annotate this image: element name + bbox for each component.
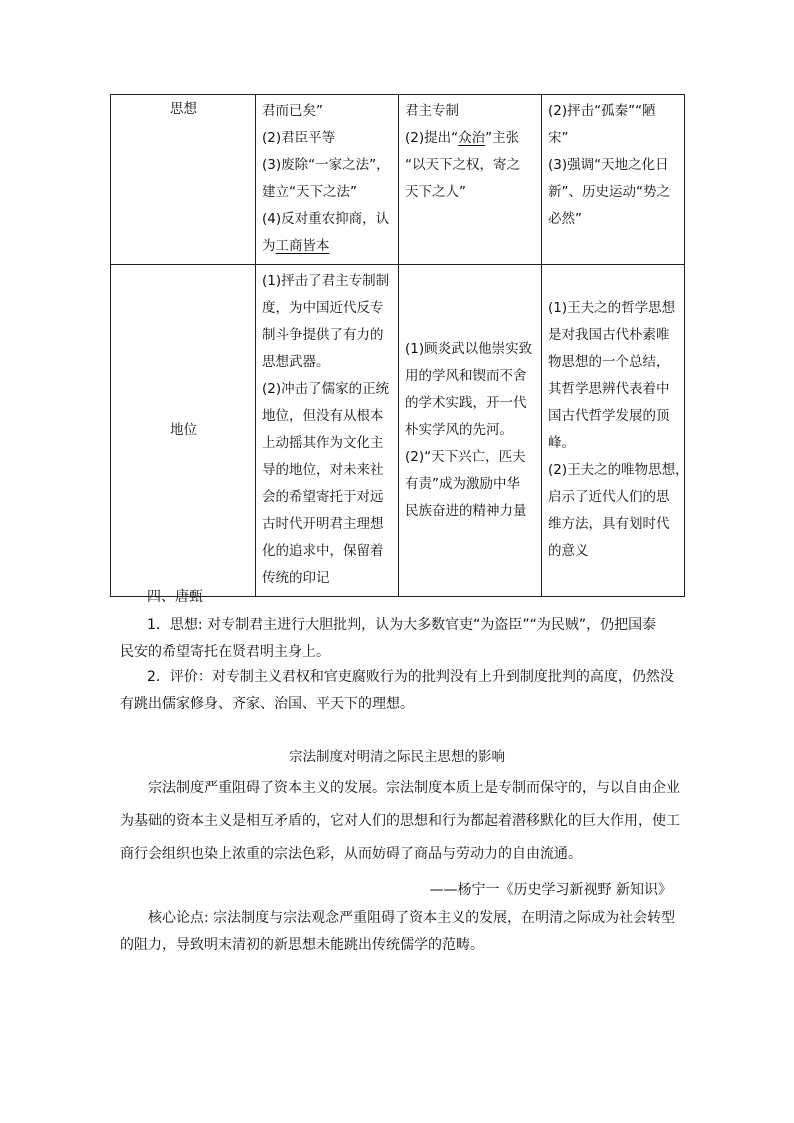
row-header-thought: 思想	[111, 95, 256, 265]
cell-line: (1)抨击了君主专制制	[262, 273, 390, 289]
cell-status-gu	[399, 265, 542, 597]
cell-line: 其哲学思辨代表着中	[548, 381, 670, 397]
cell-line: 传统的印记	[262, 570, 330, 586]
cell-thought-gu	[399, 95, 542, 265]
cell-line: 物思想的一个总结，	[548, 354, 670, 370]
cell-line: 思想武器。	[262, 354, 330, 370]
cell-line: 制斗争提供了有力的	[262, 327, 384, 343]
cell-line: 新”、历史运动“势之	[548, 184, 670, 200]
core-argument	[120, 905, 686, 959]
cell-line: 君而已矣”	[262, 103, 323, 119]
article-source: ——杨宁一《历史学习新视野 新知识》	[429, 882, 672, 898]
cell-line: 峰。	[548, 435, 575, 451]
cell-line: 维方法，具有划时代	[548, 516, 670, 532]
table-row-status	[111, 265, 685, 597]
paragraph-line: 的阻力，导致明末清初的新思想未能跳出传统儒学的范畴。	[120, 937, 484, 953]
cell-line: 古时代开明君主理想	[262, 516, 384, 532]
cell-line: 朴实学风的先河。	[405, 421, 513, 438]
cell-thought-wang	[542, 95, 685, 265]
cell-line: 地位，但没有从根本	[262, 408, 384, 424]
paragraph-line: 1．思想: 对专制君主进行大胆批判，认为大多数官吏“为盗臣”“为民贼”，仍把国泰	[147, 617, 657, 633]
paragraph-line: 商行会组织也染上浓重的宗法色彩，从而妨碍了商品与劳动力的自由流通。	[120, 846, 582, 862]
table-row-thought	[111, 95, 685, 265]
cell-line: 君主专制	[405, 103, 459, 119]
paragraph-line: 为基础的资本主义是相互矛盾的，它对人们的思想和行为都起着潜移默化的巨大作用，使工	[120, 813, 680, 829]
cell-line: (4)反对重农抑商，认	[262, 211, 390, 227]
cell-line: 度，为中国近代反专	[262, 300, 384, 316]
text-fragment: (2)提出“	[405, 130, 459, 146]
comparison-table-wrapper	[110, 94, 689, 597]
cell-line: “以天下之权，寄之	[405, 157, 520, 173]
cell-line: (2)“天下兴亡，匹夫	[405, 448, 526, 465]
cell-line: 启示了近代人们的思	[548, 489, 670, 505]
cell-line: 是对我国古代朴素唯	[548, 327, 670, 343]
cell-line: (2)王夫之的唯物思想，	[548, 462, 689, 478]
row-header-status: 地位	[111, 265, 256, 597]
cell-line: 天下之人”	[405, 184, 466, 200]
cell-line	[405, 125, 536, 152]
cell-status-huang	[256, 265, 399, 597]
cell-line: 导的地位，对未来社	[262, 462, 384, 478]
cell-line: (3)强调“天地之化日	[548, 157, 669, 173]
cell-line: 化的追求中，保留着	[262, 543, 384, 559]
thinkers-comparison-table	[110, 94, 689, 597]
article-title: 宗法制度对明清之际民主思想的影响	[289, 749, 505, 765]
cell-line	[262, 233, 393, 260]
cell-status-wang	[542, 265, 689, 597]
cell-line: (1)王夫之的哲学思想	[548, 300, 676, 316]
paragraph-line: 宗法制度严重阻碍了资本主义的发展。宗法制度本质上是专制而保守的，与以自由企业	[148, 780, 680, 796]
cell-line: 用的学风和锲而不舍	[405, 367, 527, 384]
text-fragment: ”主张	[485, 130, 520, 146]
cell-line: (3)废除“一家之法”，	[262, 157, 390, 173]
paragraph-line: 有跳出儒家修身、齐家、治国、平天下的理想。	[120, 696, 414, 712]
cell-line: 宋”	[548, 130, 569, 146]
section-heading-tang-zhen: 四、唐甄	[147, 589, 203, 605]
cell-line: (2)抨击“孤秦”“陋	[548, 103, 656, 119]
cell-line: (2)君臣平等	[262, 130, 336, 146]
cell-line: 必然”	[548, 211, 582, 227]
cell-line: 的意义	[548, 543, 589, 559]
text-fragment: 为	[262, 238, 276, 254]
cell-line: 国古代哲学发展的顶	[548, 408, 670, 424]
section-item-evaluation	[120, 664, 685, 718]
cell-line: 的学术实践，开一代	[405, 394, 527, 411]
section-item-thought	[120, 612, 685, 666]
cell-line: 会的希望寄托于对远	[262, 489, 384, 505]
cell-line: 上动摇其作为文化主	[262, 435, 384, 451]
paragraph-line: 核心论点: 宗法制度与宗法观念严重阻碍了资本主义的发展，在明清之际成为社会转型	[148, 910, 676, 926]
cell-line: 民族奋进的精神力量	[405, 502, 527, 519]
underlined-term: 众治	[458, 130, 486, 146]
cell-line: (2)冲击了儒家的正统	[262, 381, 390, 397]
cell-line: 有责”成为激励中华	[405, 475, 520, 492]
article-body	[120, 772, 686, 871]
underlined-term: 工商皆本	[275, 238, 330, 254]
cell-line: (1)顾炎武以他崇实致	[405, 340, 533, 357]
cell-thought-huang	[256, 95, 399, 265]
paragraph-line: 2．评价：对专制主义君权和官吏腐败行为的批判没有上升到制度批判的高度，仍然没	[147, 669, 674, 685]
cell-line: 建立“天下之法”	[262, 184, 357, 200]
paragraph-line: 民安的希望寄托在贤君明主身上。	[120, 644, 330, 660]
